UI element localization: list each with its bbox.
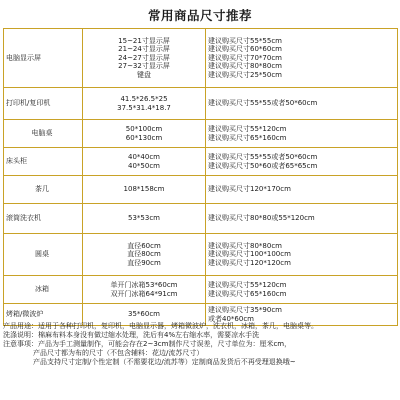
category-cell: 冰箱	[4, 276, 83, 304]
recommendation-value: 或者40*60cm	[208, 314, 254, 323]
size-value: 键盘	[137, 70, 151, 79]
recommendation-value: 建议购买尺寸120*120cm	[208, 258, 291, 267]
table-row	[4, 204, 398, 234]
recommendation-value: 建议购买尺寸120*170cm	[208, 185, 291, 194]
size-cell	[83, 234, 206, 276]
recommendation-value: 建议购买尺寸50*60或者65*65cm	[208, 161, 318, 170]
note-line: 产品尺寸都为布的尺寸（不包含辅料：花边/流苏尺寸）	[33, 349, 204, 357]
table-row	[4, 29, 398, 88]
category-cell: 床头柜	[4, 148, 83, 176]
note-line: 洗涤说明：棉麻布料本身没有做过缩水处理，洗后有4%左右缩水率，需要凉水手洗	[3, 331, 260, 339]
size-value: 60*130cm	[125, 133, 163, 142]
recommendation-value: 建议购买尺寸65*160cm	[208, 289, 287, 298]
recommendation-value: 建议购买尺寸55*55或者50*60cm	[208, 99, 318, 108]
note-line: 注意事项：产品为手工测量制作，可能会存在2~3cm制作尺寸误差，尺寸单位为：厘米cm，	[3, 340, 292, 348]
size-cell	[83, 176, 206, 204]
recommendation-value: 建议购买尺寸55*120cm	[208, 124, 287, 133]
size-value: 41.5*26.5*25	[120, 94, 168, 103]
size-cell	[83, 148, 206, 176]
size-cell	[83, 88, 206, 120]
category-cell: 烤箱/微波炉	[4, 304, 83, 326]
recommendation-value: 建议购买尺寸80*80或55*120cm	[208, 214, 315, 223]
category-cell: 电脑显示屏	[4, 29, 83, 88]
recommendation-cell	[206, 29, 398, 88]
table-row	[4, 148, 398, 176]
category-cell: 茶几	[4, 176, 83, 204]
size-value: 37.5*31.4*18.7	[117, 103, 171, 112]
size-cell	[83, 29, 206, 88]
recommendation-value: 建议购买尺寸100*100cm	[208, 250, 291, 259]
table-row	[4, 234, 398, 276]
category-cell: 打印机/复印机	[4, 88, 83, 120]
recommendation-value: 建议购买尺寸65*160cm	[208, 133, 287, 142]
notes-section	[3, 322, 398, 367]
recommendation-cell	[206, 148, 398, 176]
size-value: 直径90cm	[127, 258, 161, 267]
recommendation-value: 建议购买尺寸80*80cm	[208, 241, 282, 250]
category-cell: 圆桌	[4, 234, 83, 276]
recommendation-cell	[206, 204, 398, 234]
table-row	[4, 176, 398, 204]
recommendation-cell	[206, 276, 398, 304]
recommendation-value: 建议购买尺寸60*60cm	[208, 45, 282, 54]
note-line: 产品支持尺寸定制/个性定制（不需要花边/流苏等）定制商品发货后不再受理退换哦~	[33, 358, 296, 366]
size-value: 15~21寸显示屏	[118, 36, 170, 45]
table-row	[4, 276, 398, 304]
recommendation-cell	[206, 176, 398, 204]
size-value: 双开门冰箱64*91cm	[110, 289, 178, 298]
category-cell: 电脑桌	[4, 120, 83, 148]
size-value: 直径80cm	[127, 250, 161, 259]
size-cell	[83, 276, 206, 304]
size-value: 24~27寸显示屏	[118, 53, 170, 62]
recommendation-cell	[206, 120, 398, 148]
size-value: 直径60cm	[127, 241, 161, 250]
size-value: 40*40cm	[128, 152, 160, 161]
table-row	[4, 88, 398, 120]
size-value: 50*100cm	[125, 124, 163, 133]
category-cell: 滚筒洗衣机	[4, 204, 83, 234]
size-value: 单开门冰箱53*60cm	[110, 280, 178, 289]
size-value: 35*60cm	[128, 310, 160, 319]
recommendation-value: 建议购买尺寸80*80cm	[208, 62, 282, 71]
size-table	[3, 28, 398, 326]
table-row	[4, 120, 398, 148]
recommendation-value: 建议购买尺寸25*50cm	[208, 70, 282, 79]
size-value: 108*158cm	[123, 185, 165, 194]
size-cell	[83, 120, 206, 148]
recommendation-value: 建议购买尺寸55*55或者50*60cm	[208, 152, 318, 161]
recommendation-value: 建议购买尺寸55*120cm	[208, 280, 287, 289]
recommendation-cell	[206, 88, 398, 120]
note-line: 产品用途：适用于各种打印机，复印机，电脑显示器，烤箱微波炉，洗衣机，冰箱，茶几，电脑桌等。	[3, 322, 318, 330]
recommendation-cell	[206, 234, 398, 276]
size-value: 27~32寸显示屏	[118, 62, 170, 71]
size-cell	[83, 204, 206, 234]
size-value: 40*50cm	[128, 161, 160, 170]
size-value: 21~24寸显示屏	[118, 45, 170, 54]
recommendation-value: 建议购买尺寸70*70cm	[208, 53, 282, 62]
recommendation-value: 建议购买尺寸55*55cm	[208, 36, 282, 45]
size-value: 53*53cm	[128, 214, 160, 223]
recommendation-value: 建议购买尺寸35*90cm	[208, 305, 282, 314]
page-title: 常用商品尺寸推荐	[147, 8, 252, 23]
